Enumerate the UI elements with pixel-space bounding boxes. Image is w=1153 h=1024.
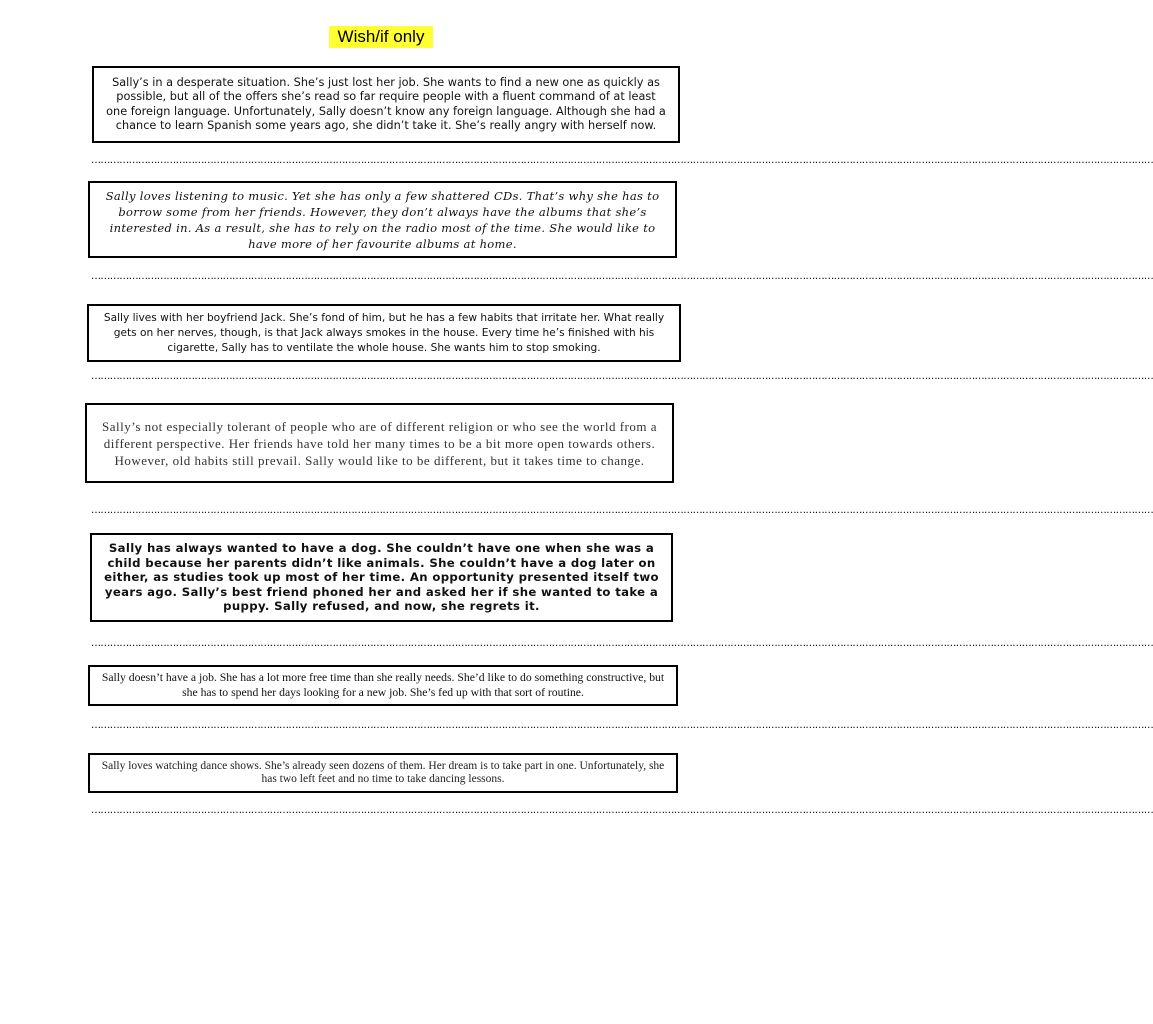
exercise-box-2 [88, 181, 677, 258]
answer-line-5[interactable]: …………………………………………………………………………………………………………………………………………………………………………………………………………………………………………………………………………………………………………… [91, 638, 1153, 649]
answer-line-1[interactable]: …………………………………………………………………………………………………………………………………………………………………………………………………………………………………………………………………………………………………………… [91, 155, 1153, 166]
answer-line-6[interactable]: …………………………………………………………………………………………………………………………………………………………………………………………………………………………………………………………………………………………………………… [91, 720, 1153, 731]
exercise-box-5 [90, 533, 673, 622]
exercise-text-5: Sally has always wanted to have a dog. She couldn’t have one when she was a child because her parents didn’t like animals. She couldn’t have a dog later on either, as studies took up most of her time. An opportunity presented itself two years ago. Sally’s best friend phoned her and asked her if she wanted to take a puppy. Sally refused, and now, she regrets it. [104, 541, 659, 614]
exercise-box-3 [87, 304, 681, 362]
exercise-box-1 [92, 66, 680, 143]
worksheet-title: Wish/if only [329, 26, 433, 48]
exercise-text-1: Sally’s in a desperate situation. She’s just lost her job. She wants to find a new one as quickly as possible, but all of the offers she’s read so far require people with a fluent command of at least one foreign language. Unfortunately, Sally doesn’t know any foreign language. Although she had a chance to learn Spanish some years ago, she didn’t take it. She’s really angry with herself now. [106, 75, 666, 132]
exercise-text-4: Sally’s not especially tolerant of people who are of different religion or who see the world from a different perspective. Her friends have told her many times to be a bit more open towards others. However, old habits still prevail. Sally would like to be different, but it takes time to change. [101, 418, 658, 468]
exercise-box-6 [88, 665, 678, 706]
answer-line-3[interactable]: …………………………………………………………………………………………………………………………………………………………………………………………………………………………………………………………………………………………………………… [91, 371, 1153, 382]
exercise-text-2: Sally loves listening to music. Yet she has only a few shattered CDs. That’s why she has to borrow some from her friends. However, they don’t always have the albums that she’s interested in. As a result, she has to rely on the radio most of the time. She would like to have more of her favourite albums at home. [105, 188, 660, 251]
answer-line-7[interactable]: …………………………………………………………………………………………………………………………………………………………………………………………………………………………………………………………………………………………………………… [91, 805, 1153, 816]
exercise-text-6: Sally doesn’t have a job. She has a lot more free time than she really needs. She’d like to do something constructive, but she has to spend her days looking for a new job. She’s fed up with that sort of routine. [101, 671, 665, 699]
exercise-text-3: Sally lives with her boyfriend Jack. She’s fond of him, but he has a few habits that irritate her. What really gets on her nerves, though, is that Jack always smokes in the house. Every time he’s finished with his cigarette, Sally has to ventilate the whole house. She wants him to stop smoking. [103, 311, 665, 354]
answer-line-4[interactable]: …………………………………………………………………………………………………………………………………………………………………………………………………………………………………………………………………………………………………………… [91, 505, 1153, 516]
exercise-box-4 [85, 403, 674, 483]
answer-line-2[interactable]: …………………………………………………………………………………………………………………………………………………………………………………………………………………………………………………………………………………………………………… [91, 271, 1153, 282]
exercise-box-7 [88, 753, 678, 793]
exercise-text-7: Sally loves watching dance shows. She’s already seen dozens of them. Her dream is to take part in one. Unfortunately, she has two left feet and no time to take dancing lessons. [101, 760, 665, 785]
